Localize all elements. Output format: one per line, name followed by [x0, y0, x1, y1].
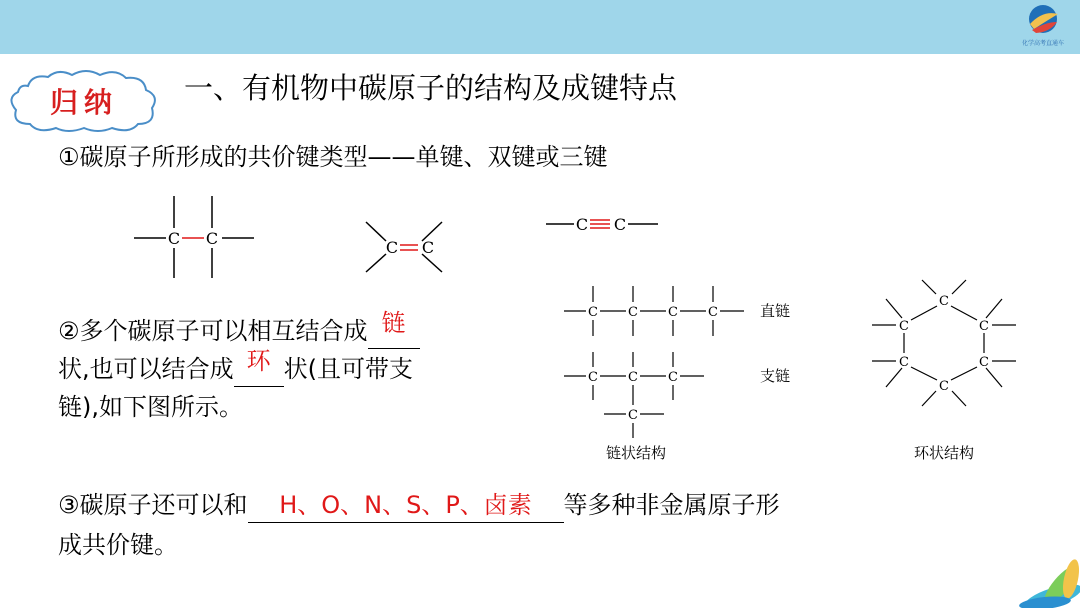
point-3-line-2: 成共价键。 [58, 531, 178, 559]
ring-structure-caption: 环状结构 [914, 444, 975, 462]
single-bond-diagram [134, 196, 254, 278]
atom-label: C [668, 305, 678, 320]
straight-chain-atoms [588, 305, 718, 320]
logo-text: 化学高考直通车 [1021, 40, 1064, 47]
answer-elements-text: H、O、N、S、P、卤素 [279, 491, 532, 519]
branched-chain-label: 支链 [760, 367, 791, 385]
page-title: 一、有机物中碳原子的结构及成键特点 [184, 71, 678, 105]
atom-label: C [588, 305, 598, 320]
point-2-text-a: ②多个碳原子可以相互结合成 [58, 317, 368, 345]
chain-structure-caption: 链状结构 [606, 444, 667, 462]
atom-label: C [899, 355, 909, 370]
point-1: ①碳原子所形成的共价键类型——单键、双键或三键 [58, 143, 608, 171]
atom-label: C [628, 370, 638, 385]
atom-label: C [939, 294, 949, 309]
atom-label: C [628, 305, 638, 320]
badge-label: 归纳 [49, 86, 118, 119]
atom-label: C [421, 238, 435, 257]
flower-decoration [1005, 545, 1080, 608]
atom-label: C [939, 379, 949, 394]
straight-chain-label: 直链 [760, 302, 791, 320]
point-2-line-3: 链),如下图所示。 [58, 393, 243, 421]
double-bond-atoms [386, 238, 434, 257]
atom-label: C [385, 238, 399, 257]
triple-bond-diagram [546, 220, 658, 228]
atom-label: C [979, 319, 989, 334]
answer-ring-text: 环 [246, 347, 271, 375]
atom-label: C [205, 229, 219, 248]
atom-label: C [628, 408, 638, 423]
flower-icon [1005, 545, 1080, 608]
point-3-text-b: 等多种非金属原子形 [563, 491, 780, 519]
atom-label: C [668, 370, 678, 385]
ring-atoms [899, 294, 989, 394]
atom-label: C [613, 215, 627, 234]
point-2-text-c: 状(且可带支 [283, 355, 414, 383]
atom-label: C [167, 229, 181, 248]
atom-label: C [575, 215, 589, 234]
atom-label: C [588, 370, 598, 385]
atom-label: C [979, 355, 989, 370]
atom-label: C [708, 305, 718, 320]
point-2-text-b: 状,也可以结合成 [58, 355, 234, 383]
branched-chain-diagram [564, 352, 704, 438]
atom-label: C [899, 319, 909, 334]
answer-chain-text: 链 [381, 309, 406, 337]
point-3-text-a: ③碳原子还可以和 [58, 491, 248, 519]
